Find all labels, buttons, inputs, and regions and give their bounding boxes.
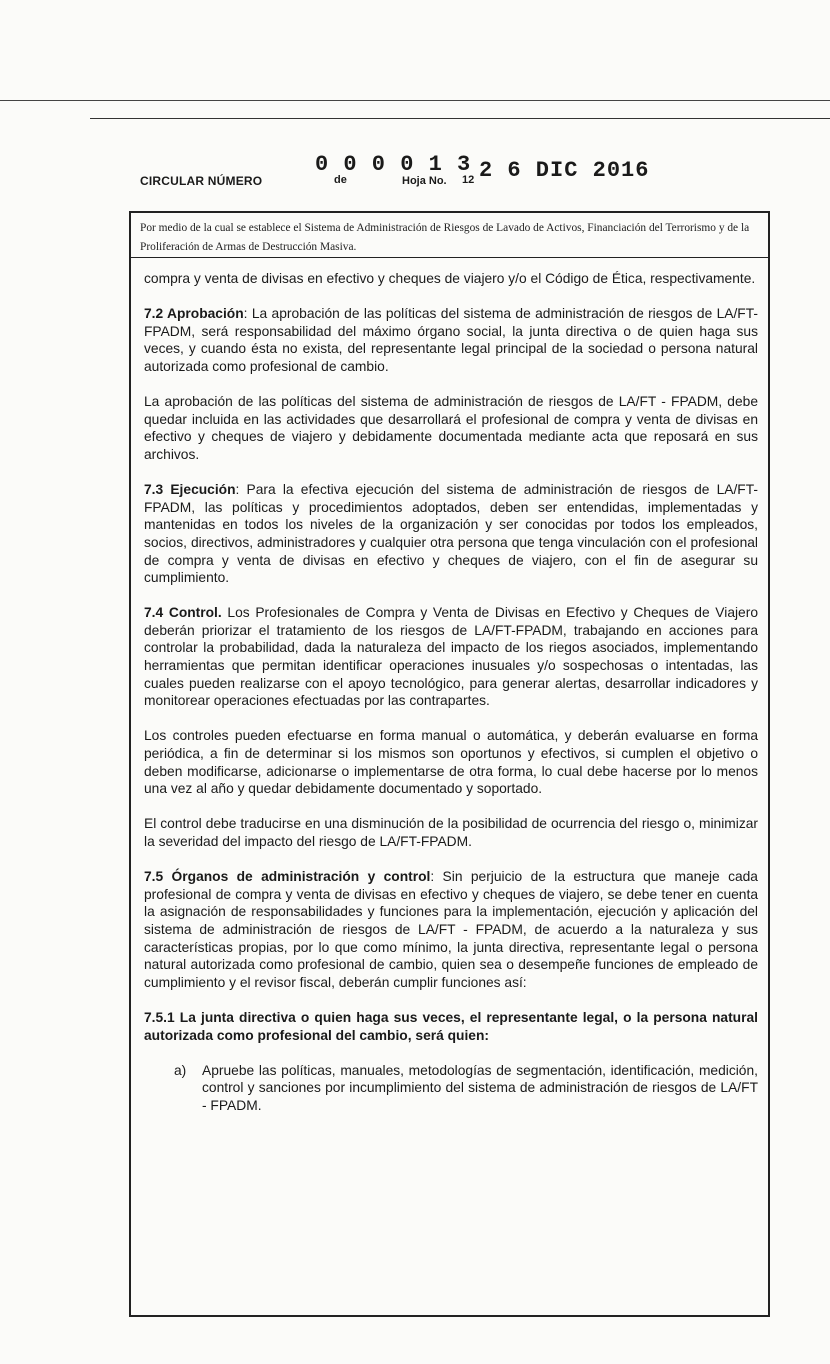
circular-number: 0 0 0 0 1 3 xyxy=(315,152,472,177)
section-7-4 xyxy=(144,604,758,710)
section-text: : Sin perjuicio de la estructura que maneje cada profesional de compra y venta de divisas en efectivo y cheques de viajero, se debe tener en cuenta la asignación de responsabilidades y funciones para la implementación, ejecución y aplicación del sistema de administración de riesgos de LA/FT - FPADM, de acuerdo a la naturaleza y sus características propias, por lo que como mínimo, la junta directiva, representante legal o persona natural autorizada como profesional de cambio, quien sea o desempeñe funciones de empleado de cumplimiento y el revisor fiscal, deberán cumplir funciones así: xyxy=(144,869,758,990)
subsection-title: 7.5.1 La junta directiva o quien haga sus veces, el representante legal, o la persona natural autorizada como profesional del cambio, será quien: xyxy=(144,1009,758,1043)
list-marker: a) xyxy=(174,1062,187,1078)
date-stamp: 2 6 DIC 2016 xyxy=(479,158,650,183)
top-scan-rule xyxy=(0,100,830,101)
section-text: : Para la efectiva ejecución del sistema de administración de riesgos de LA/FT-FPADM, las políticas y procedimientos adoptados, deben ser entendidas, implementadas y mantenidas en todos los niveles de la organización y ser conocidas por todos los empleados, socios, directivos, administradores y cualquier otra persona que tenga vinculación con el profesional de compra y venta de divisas en efectivo y cheques de viajero, con el fin de asegurar su cumplimiento. xyxy=(144,482,758,586)
hoja-number: 12 xyxy=(462,174,475,186)
list-item xyxy=(174,1062,758,1115)
section-title: 7.4 Control. xyxy=(144,605,222,621)
de-label: de xyxy=(334,174,347,186)
section-text: Los Profesionales de Compra y Venta de Divisas en Efectivo y Cheques de Viajero deberán priorizar el tratamiento de los riesgos de LA/FT-FPADM, trabajando en acciones para controlar la probabilidad, dada la naturaleza del impacto de los riegos asociados, implementando herramientas que permitan identificar operaciones inusuales y/o sospechosas o intentadas, las cuales pueden realizarse con el apoyo tecnológico, para generar alertas, desarrollar indicadores y monitorear operaciones efectuadas por las contrapartes. xyxy=(144,605,758,709)
circular-label: CIRCULAR NÚMERO xyxy=(140,174,263,188)
paragraph: Los controles pueden efectuarse en forma manual o automática, y deberán evaluarse en forma periódica, a fin de determinar si los mismos son oportunos y efectivos, si cumplen el objetivo o deben modificarse, adicionarse o implementarse de otra forma, lo cual debe hacerse por lo menos una vez al año y quedar debidamente documentado y soportado. xyxy=(144,728,758,797)
item-list xyxy=(144,1062,758,1115)
paragraph: El control debe traducirse en una disminución de la posibilidad de ocurrencia del riesgo o, minimizar la severidad del impacto del riesgo de LA/FT-FPADM. xyxy=(144,816,758,849)
list-item-text: Apruebe las políticas, manuales, metodologías de segmentación, identificación, medición, control y sanciones por incumplimiento del sistema de administración de riesgos de LA/FT - FPADM. xyxy=(202,1062,758,1113)
paragraph: La aprobación de las políticas del sistema de administración de riesgos de LA/FT - FPADM, debe quedar incluida en las actividades que desarrollará el profesional de compra y venta de divisas en efectivo y cheques de viajero y debidamente documentada mediante acta que reposará en sus archivos. xyxy=(144,394,758,462)
top-page-rule xyxy=(90,118,830,119)
paragraph: compra y venta de divisas en efectivo y cheques de viajero y/o el Código de Ética, respectivamente. xyxy=(144,271,756,286)
document-body xyxy=(144,270,758,1115)
section-7-3 xyxy=(144,481,758,587)
subject-divider xyxy=(129,257,770,258)
section-title: 7.5 Órganos de administración y control xyxy=(144,869,431,885)
subject-text: Por medio de la cual se establece el Sistema de Administración de Riesgos de Lavado de Activos, Financiación del Terrorismo y de la Proliferación de Armas de Destrucción Masiva. xyxy=(140,222,750,253)
section-7-5-1 xyxy=(144,1009,758,1044)
section-7-5 xyxy=(144,868,758,991)
section-title: 7.3 Ejecución xyxy=(144,482,236,498)
section-text: : La aprobación de las políticas del sistema de administración de riesgos de LA/FT- FPADM, será responsabilidad del máximo órgano social, la junta directiva o de quien haga sus veces, y cuando ésta no exista, del representante legal principal de la sociedad o persona natural autorizada como profesional de cambio. xyxy=(144,306,758,374)
section-title: 7.2 Aprobación xyxy=(144,306,244,322)
hoja-label: Hoja No. xyxy=(402,175,447,187)
section-7-2 xyxy=(144,305,758,375)
circular-header xyxy=(140,152,760,192)
